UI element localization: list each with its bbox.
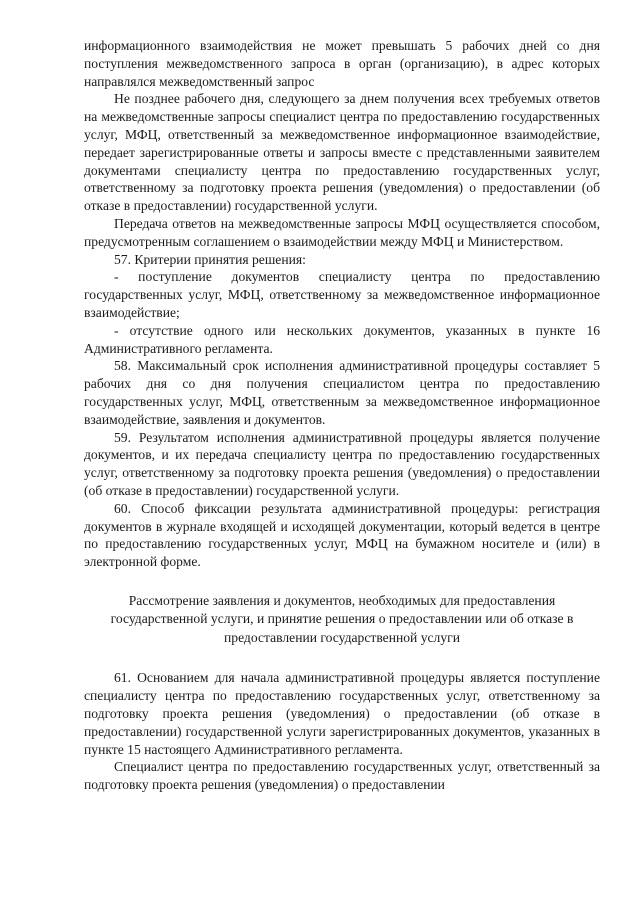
paragraph-58-max-term: 58. Максимальный срок исполнения административной процедуры составляет 5 рабочих дня со дня получения специалистом центра по предоставлению государственных услуг, МФЦ, ответственным за межведомственное информационное взаимодействие, заявления и документов. (84, 358, 600, 427)
paragraph-mfc-transfer: Передача ответов на межведомственные запросы МФЦ осуществляется способом, предусмотренным соглашением о взаимодействии между МФЦ и Министерством. (84, 215, 600, 249)
paragraph-criterion-2: - отсутствие одного или нескольких документов, указанных в пункте 16 Административного регламента. (84, 322, 600, 356)
paragraph-responses-transfer: Не позднее рабочего дня, следующего за днем получения всех требуемых ответов на межведомственные запросы специалист центра по предоставлению государственных услуг, МФЦ, ответственный за межведомственное информационное взаимодействие, передает зарегистрированные ответы и запросы вместе с представленными заявителем документами специалисту центра по предоставлению государственных услуг, ответственному за подготовку проекта решения (уведомления) о предоставлении (об отказе в предоставлении) государственной услуги. (84, 91, 600, 214)
paragraph-criterion-1: - поступление документов специалисту центра по предоставлению государственных услуг, МФЦ, ответственному за межведомственное информационное взаимодействие; (84, 269, 600, 320)
paragraph-interaction-deadline: информационного взаимодействия не может превышать 5 рабочих дней со дня поступления межведомственного запроса в орган (организацию), в адрес которых направлялся межведомственный запрос (84, 38, 600, 89)
paragraph-57-criteria: 57. Критерии принятия решения: (114, 251, 306, 267)
paragraph-60-fixation: 60. Способ фиксации результата административной процедуры: регистрация документов в журнале входящей и исходящей документации, который ведется в центре по предоставлению государственных услуг, МФЦ на бумажном носителе и (или) в электронной форме. (84, 500, 600, 570)
paragraph-specialist: Специалист центра по предоставлению государственных услуг, ответственный за подготовку проекта решения (уведомления) о предоставлении (84, 759, 600, 793)
paragraph-59-result: 59. Результатом исполнения административной процедуры является получение документов, и их передача специалисту центра по предоставлению государственных услуг, ответственному за подготовку проекта решения (уведомления) о предоставлении (об отказе в предоставлении) государственной услуги. (84, 429, 600, 498)
paragraph-61-basis: 61. Основанием для начала административной процедуры является поступление специалисту центра по предоставлению государственных услуг, ответственному за подготовку проекта решения (уведомления) о предоставлении (об отказе в предоставлении) государственной услуги зарегистрированных документов, указанных в пункте 15 настоящего Административного регламента. (84, 670, 600, 757)
section-heading: Рассмотрение заявления и документов, необходимых для предоставления государственной услуги, и принятие решения о предоставлении или об отказе в предоставлении государственной услуги (110, 592, 574, 645)
